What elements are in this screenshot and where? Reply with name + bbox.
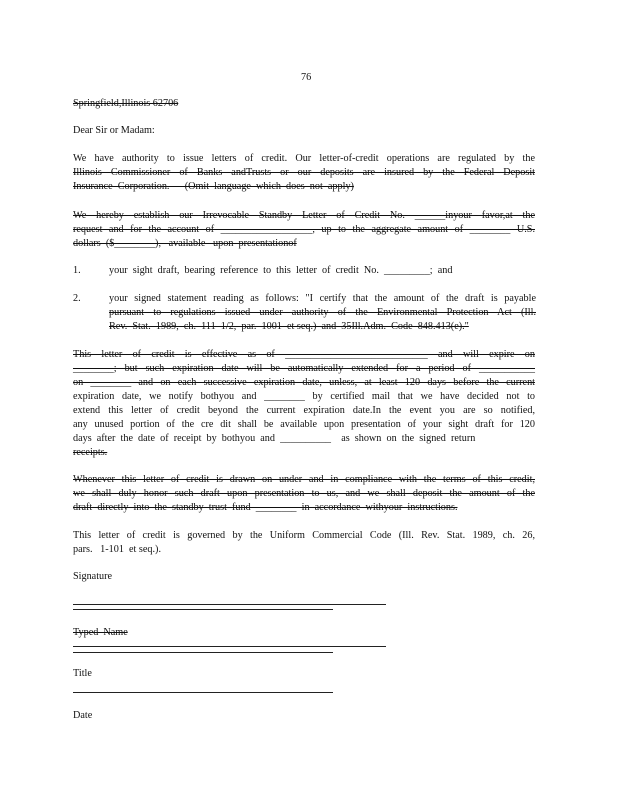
paragraph-line: extend this letter of credit beyond the current expiration date.In the event you are so notified, (73, 405, 535, 416)
typed-name-line (73, 652, 333, 653)
paragraph-line: We have authority to issue letters of credit. Our letter-of-credit operations are regulated by the (73, 153, 535, 164)
signature-line (73, 609, 333, 610)
paragraph-line: We hereby establish our Irrevocable Standby Letter of Credit No. ______inyour favor,at the (73, 210, 535, 221)
paragraph-line: any unused portion of the cre dit shall be available upon presentation of your sight draft for 120 (73, 419, 535, 430)
paragraph-line: dollars ($________), available upon presentationof (73, 238, 297, 249)
item-number: 2. (73, 293, 81, 304)
paragraph-line: ________; but such expiration date will be automatically extended for a period of ___________ (73, 363, 535, 374)
item-text: your sight draft, bearing reference to this letter of credit No. _________; and (109, 265, 453, 276)
paragraph-line: This letter of credit is governed by the Uniform Commercial Code (Ill. Rev. Stat. 1989, ch. 26, (73, 530, 535, 541)
paragraph-line: we shall duly honor such draft upon presentation to us, and we shall deposit the amount of the (73, 488, 535, 499)
paragraph-line: expiration date, we notify bothyou and ________ by certified mail that we have decided not to (73, 391, 535, 402)
paragraph-line: pars. 1-101 et seq.). (73, 544, 161, 555)
paragraph-line: Insurance Corporation. (Omit language which does not apply) (73, 181, 354, 192)
page-number: 76 (301, 72, 312, 83)
address-line: Springfield,Illinois 62706 (73, 98, 179, 109)
paragraph-line: days after the date of receipt by bothyou and __________ as shown on the signed return (73, 433, 476, 444)
title-line (73, 692, 333, 693)
signature-line (73, 604, 386, 605)
signature-label: Signature (73, 571, 113, 582)
typed-name-line (73, 646, 386, 647)
item-line: Rev. Stat. 1989, ch. 111 1/2, par. 1001 et seq.) and 35Ill.Adm. Code 848.413(e)." (109, 321, 469, 332)
item-line: pursuant to regulations issued under authority of the Environmental Protection Act (Ill. (109, 307, 536, 318)
typed-name-label: Typed Name (73, 627, 128, 638)
paragraph-line: request and for the account of __________________, up to the aggregate amount of ________ U.S. (73, 224, 535, 235)
item-number: 1. (73, 265, 81, 276)
paragraph-line: draft directly into the standby trust fund ________ in accordance withyour instructions. (73, 502, 458, 513)
paragraph-line: Whenever this letter of credit is drawn on under and in compliance with the terms of this credit, (73, 474, 535, 485)
item-line: your signed statement reading as follows: "I certify that the amount of the draft is payable (109, 293, 536, 304)
paragraph-line: receipts. (73, 447, 108, 458)
salutation: Dear Sir or Madam: (73, 125, 155, 136)
paragraph-line: Illinois Commissioner of Banks andTrusts or our deposits are insured by the Federal Deposit (73, 167, 535, 178)
title-label: Title (73, 668, 92, 679)
paragraph-line: on ________ and on each successive expiration date, unless, at least 120 days before the current (73, 377, 535, 388)
date-label: Date (73, 710, 93, 721)
paragraph-line: This letter of credit is effective as of ____________________________ and will expire on (73, 349, 535, 360)
